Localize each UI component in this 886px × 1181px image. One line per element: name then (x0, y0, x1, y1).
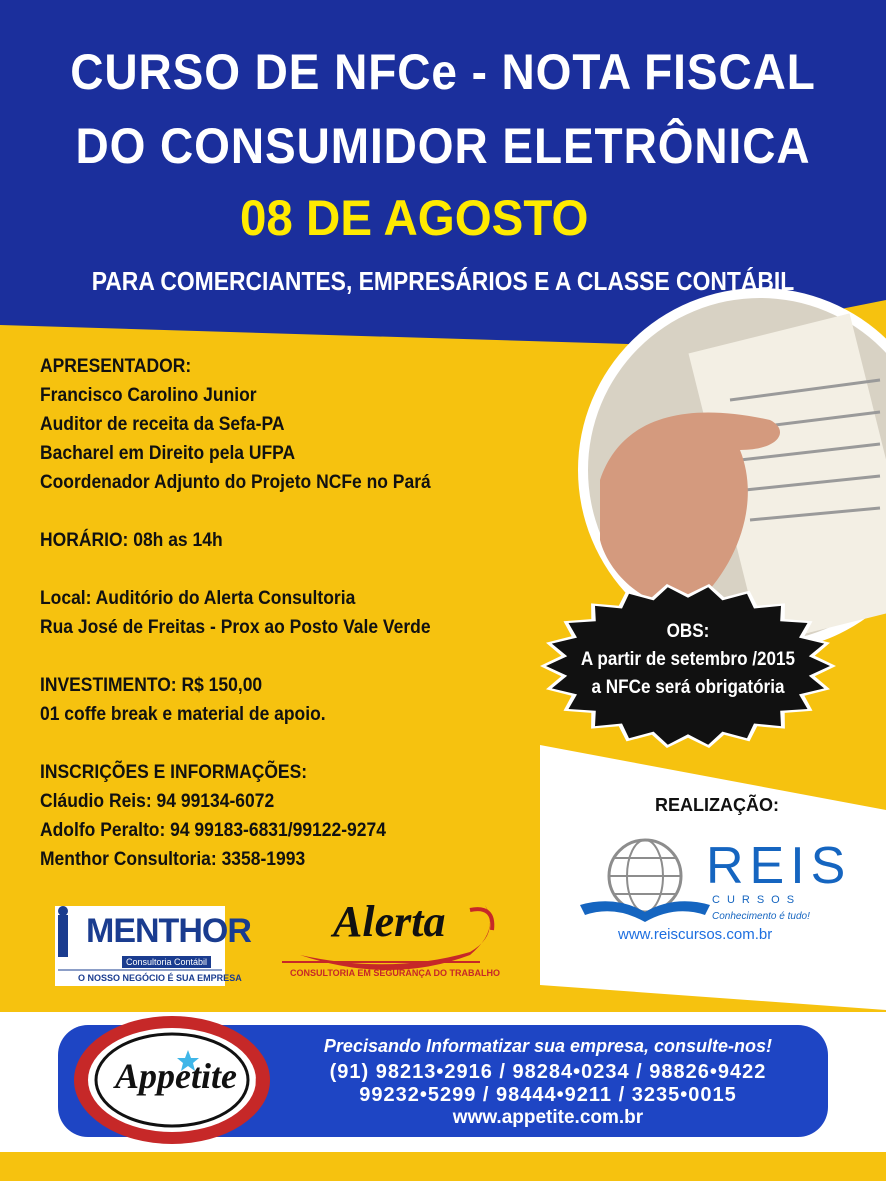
presenter-role-1: Auditor de receita da Sefa-PA (40, 414, 285, 435)
reis-url-link[interactable]: www.reiscursos.com.br (618, 926, 773, 943)
presenter-label: APRESENTADOR: (40, 356, 192, 377)
alerta-sub: CONSULTORIA EM SEGURANÇA DO TRABALHO (290, 968, 500, 978)
contact-2: Adolfo Peralto: 94 99183-6831/99122-9274 (40, 820, 386, 841)
title-line-1: CURSO DE NFCe - NOTA FISCAL (70, 44, 816, 100)
contact-1: Cláudio Reis: 94 99134-6072 (40, 791, 275, 812)
presenter-role-3: Coordenador Adjunto do Projeto NCFe no Pará (40, 472, 431, 493)
obs-text (562, 618, 814, 702)
contact-3: Menthor Consultoria: 3358-1993 (40, 849, 306, 870)
obs-label: OBS: (666, 621, 710, 642)
event-date: 08 DE AGOSTO (240, 190, 589, 246)
alerta-name: Alerta (333, 897, 446, 946)
presenter-role-2: Bacharel em Direito pela UFPA (40, 443, 296, 464)
appetite-registered-mark: R (255, 1077, 262, 1087)
obs-line-1: A partir de setembro /2015 (580, 649, 796, 670)
appetite-name: Appetite (115, 1056, 237, 1096)
location-line-1: Local: Auditório do Alerta Consultoria (40, 588, 356, 609)
reis-brand-sub: CURSOS (712, 894, 802, 906)
location-line-2: Rua José de Freitas - Prox ao Posto Vale Verde (40, 617, 431, 638)
footer-text (296, 1036, 800, 1129)
obs-line-2: a NFCe será obrigatória (591, 677, 785, 698)
reis-slogan: Conhecimento é tudo! (712, 911, 810, 922)
realizacao-label: REALIZAÇÃO: (655, 795, 779, 815)
menthor-sub: Consultoria Contábil (122, 956, 211, 968)
investment: INVESTIMENTO: R$ 150,00 (40, 675, 263, 696)
footer-line-1: Precisando Informatizar sua empresa, consulte-nos! (323, 1036, 773, 1056)
presenter-name: Francisco Carolino Junior (40, 385, 257, 406)
menthor-name: MENTHOR (86, 912, 251, 950)
info-block (40, 352, 431, 874)
schedule: HORÁRIO: 08h as 14h (40, 530, 223, 551)
investment-detail: 01 coffe break e material de apoio. (40, 704, 326, 725)
contacts-label: INSCRIÇÕES E INFORMAÇÕES: (40, 762, 308, 783)
footer-phones-2: 99232•5299 / 98444•9211 / 3235•0015 (359, 1084, 737, 1106)
subtitle: PARA COMERCIANTES, EMPRESÁRIOS E A CLASSE CONTÁBIL (91, 266, 795, 296)
menthor-slogan: O NOSSO NEGÓCIO É SUA EMPRESA (78, 973, 242, 983)
title-line-2: DO CONSUMIDOR ELETRÔNICA (75, 118, 811, 174)
footer-phones-1: (91) 98213•2916 / 98284•0234 / 98826•9422 (329, 1061, 767, 1083)
reis-brand: REIS (706, 837, 852, 895)
footer-url-link[interactable]: www.appetite.com.br (452, 1107, 644, 1128)
